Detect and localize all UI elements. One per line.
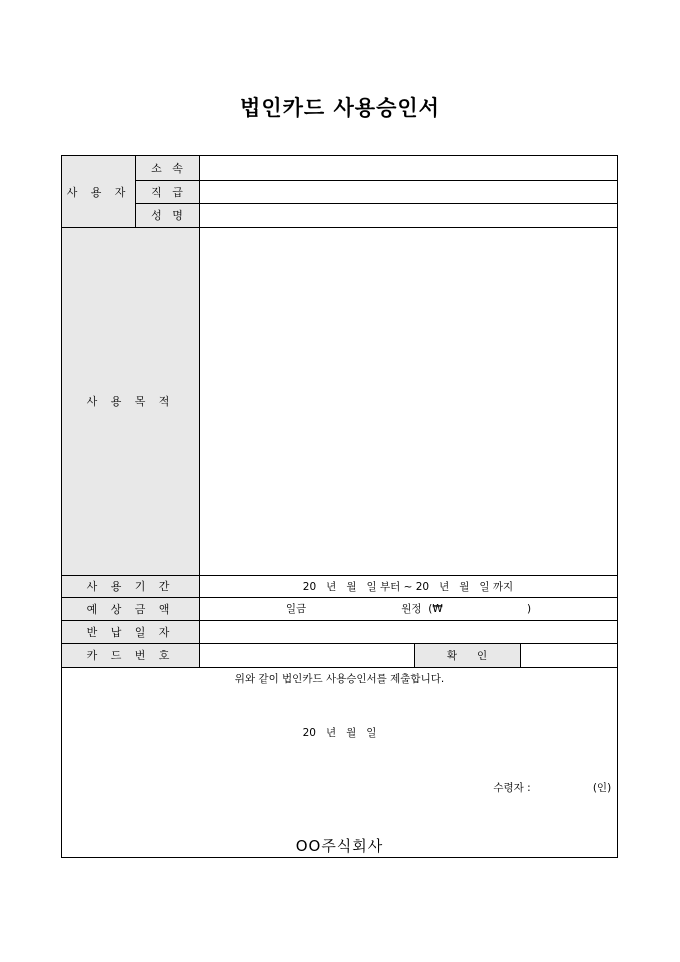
return-date-label-text: 반 납 일 자 xyxy=(86,625,175,639)
confirm-label xyxy=(414,643,520,667)
divider xyxy=(135,180,617,181)
amount-prefix-text: 일금 xyxy=(285,603,307,615)
card-number-label xyxy=(62,643,199,667)
divider xyxy=(62,643,617,644)
divider xyxy=(414,643,415,667)
amount-close xyxy=(522,597,536,620)
amount-close-text: ) xyxy=(526,602,532,615)
name-field[interactable] xyxy=(199,203,617,227)
confirm-field[interactable] xyxy=(520,643,617,667)
position-label xyxy=(135,180,199,203)
confirm-label-text: 확 인 xyxy=(446,649,488,662)
period-text: 20 년 월 일 부터 ~ 20 년 월 일 까지 xyxy=(302,580,514,593)
card-number-label-text: 카 드 번 호 xyxy=(86,649,175,662)
position-label-text: 직 급 xyxy=(151,185,183,199)
divider xyxy=(62,667,617,668)
divider xyxy=(62,227,617,228)
name-label-text: 성 명 xyxy=(151,209,183,222)
period-label xyxy=(62,575,199,597)
amount-suffix-text: 원정 (₩ xyxy=(401,603,443,615)
submit-date xyxy=(62,721,617,743)
divider xyxy=(62,575,617,576)
seal-mark xyxy=(589,777,615,797)
receiver-label xyxy=(482,777,542,797)
divider xyxy=(199,156,200,667)
company-name xyxy=(62,833,617,857)
divider xyxy=(520,643,521,667)
affiliation-label-text: 소 속 xyxy=(151,162,183,175)
return-date-label xyxy=(62,620,199,643)
user-group-label-text: 사 용 자 xyxy=(66,185,131,199)
amount-label xyxy=(62,597,199,620)
name-label xyxy=(135,203,199,227)
amount-label-text: 예 상 금 액 xyxy=(86,602,175,616)
period-field[interactable] xyxy=(199,575,617,597)
amount-prefix xyxy=(266,597,326,620)
seal-mark-text: (인) xyxy=(592,781,612,794)
position-field[interactable] xyxy=(199,180,617,203)
affiliation-label xyxy=(135,156,199,180)
divider xyxy=(135,156,136,227)
amount-suffix xyxy=(382,597,462,620)
period-label-text: 사 용 기 간 xyxy=(86,580,175,593)
card-number-field[interactable] xyxy=(199,643,414,667)
purpose-label-text: 사 용 목 적 xyxy=(86,395,175,408)
user-group-label xyxy=(62,156,135,227)
return-date-field[interactable] xyxy=(199,620,617,643)
affiliation-field[interactable] xyxy=(199,156,617,180)
submit-date-text: 20 년 월 일 xyxy=(302,726,377,739)
page-title: 법인카드 사용승인서 xyxy=(240,96,440,120)
statement xyxy=(62,667,617,689)
approval-form xyxy=(61,155,618,858)
divider xyxy=(62,620,617,621)
company-name-text: OO주식회사 xyxy=(295,836,384,855)
receiver-label-text: 수령자 : xyxy=(493,781,531,794)
divider xyxy=(135,203,617,204)
statement-text: 위와 같이 법인카드 사용승인서를 제출합니다. xyxy=(234,672,445,685)
purpose-label xyxy=(62,227,199,575)
purpose-field[interactable] xyxy=(199,227,617,575)
divider xyxy=(62,597,617,598)
